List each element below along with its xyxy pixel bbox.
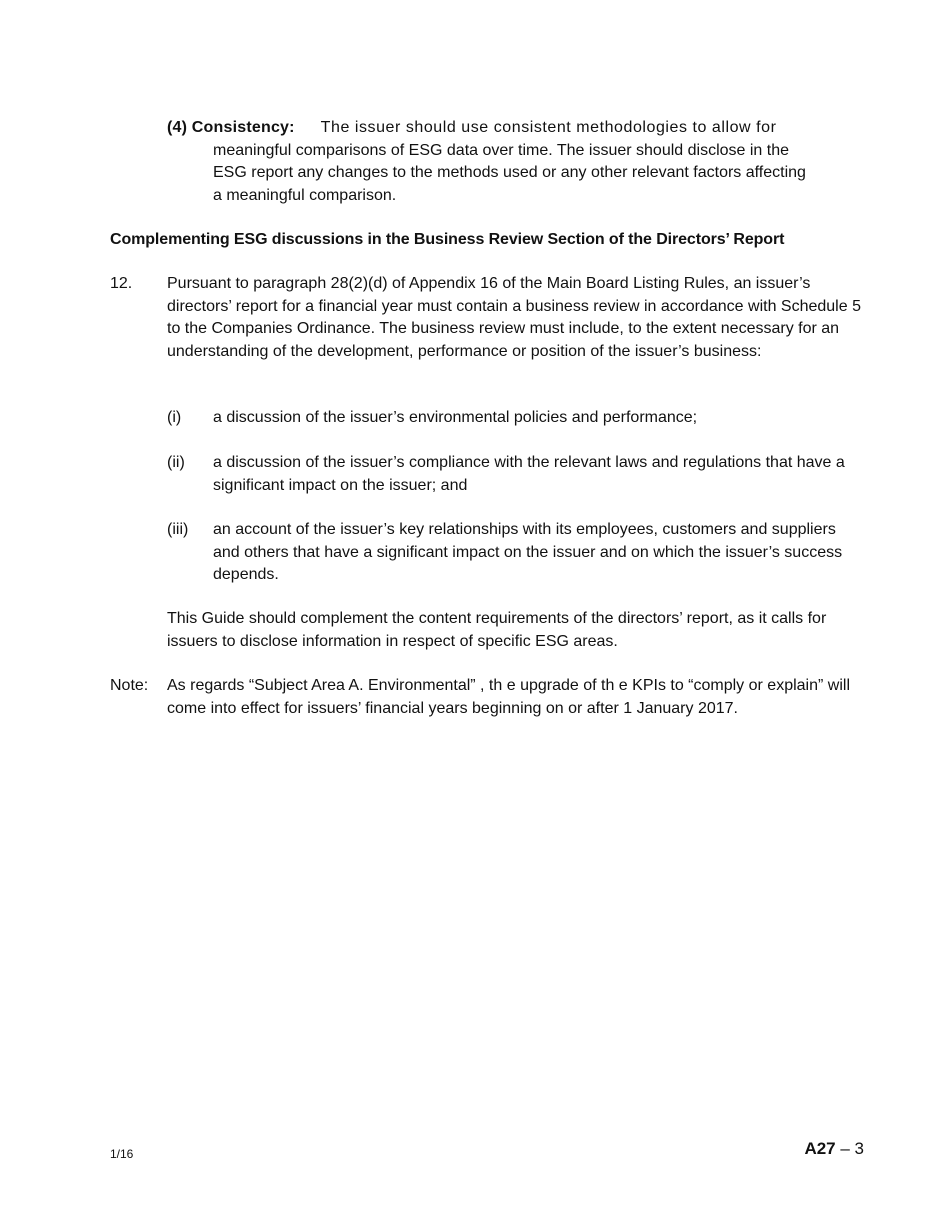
consistency-label: (4) Consistency: [167, 119, 295, 136]
paragraph-text: Pursuant to paragraph 28(2)(d) of Appendix 16 of the Main Board Listing Rules, an issuer’s directors’ report for a financial year must contain a business review in accordance with Schedule 5 to the Companies Ordinance. The business review must include, to the extent necessary for an understanding of the development, performance or position of the issuer’s business: [167, 275, 861, 360]
consistency-line: meaningful comparisons of ESG data over time. The issuer should disclose in the [213, 141, 789, 159]
consistency-lead-text: The issuer should use consistent methodologies to allow for [320, 119, 777, 136]
section-heading: Complementing ESG discussions in the Business Review Section of the Directors’ Report [110, 231, 785, 248]
list-item-numeral: (i) [167, 409, 182, 426]
list-item-i [167, 407, 867, 430]
page-code: A27 [804, 1139, 836, 1158]
note-text: As regards “Subject Area A. Environmental” , th e upgrade of th e KPIs to “comply or explain” will come into effect for issuers’ financial years beginning on or after 1 January 2017. [167, 677, 850, 717]
paragraph-number: 12. [110, 275, 133, 292]
consistency-line: ESG report any changes to the methods used or any other relevant factors affecting [213, 164, 806, 181]
consistency-line: a meaningful comparison. [213, 186, 397, 204]
consistency-principle [167, 117, 867, 207]
list-item-numeral: (iii) [167, 521, 189, 538]
page-number [804, 1139, 864, 1159]
list-item-text: an account of the issuer’s key relationships with its employees, customers and suppliers and others that have a significant impact on the issuer and on which the issuer’s success depends. [213, 521, 843, 583]
list-item-text: a discussion of the issuer’s environmental policies and performance; [213, 409, 698, 426]
page-separator: – [835, 1139, 855, 1158]
list-item-text: a discussion of the issuer’s compliance with the relevant laws and regulations that have a significant impact on the issuer; and [213, 454, 845, 494]
page-num: 3 [854, 1139, 864, 1158]
guide-paragraph: This Guide should complement the content requirements of the directors’ report, as it calls for issuers to disclose information in respect of specific ESG areas. [167, 610, 827, 650]
list-item-numeral: (ii) [167, 454, 185, 471]
list-item-ii [167, 452, 867, 497]
paragraph-12 [110, 273, 870, 363]
list-item-iii [167, 519, 867, 587]
consistency-first-line [167, 117, 867, 140]
note [110, 675, 870, 720]
footer-date: 1/16 [110, 1147, 134, 1161]
note-label: Note: [110, 677, 149, 694]
